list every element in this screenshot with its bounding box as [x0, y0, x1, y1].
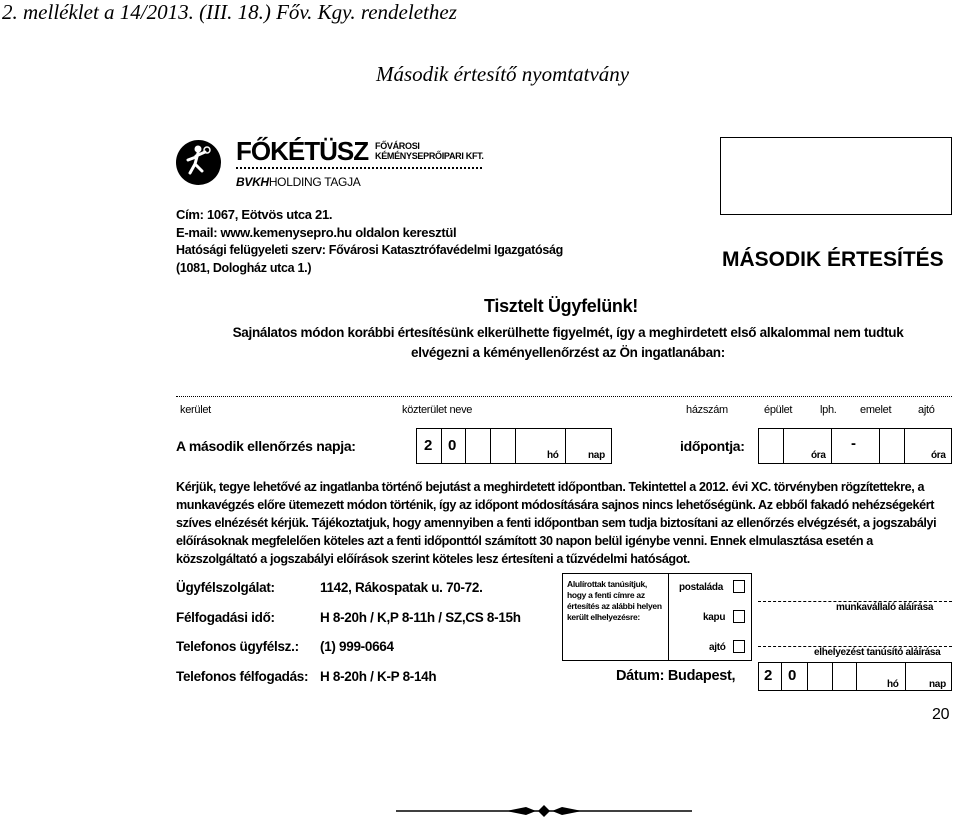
- time-grid: [758, 428, 952, 464]
- document-subtitle: Második értesítő nyomtatvány: [376, 62, 630, 86]
- placement-box: [562, 573, 752, 661]
- worker-signature-label: munkavállaló aláírása: [836, 602, 934, 613]
- placement-text: Alulírottak tanúsítjuk, hogy a fenti címre az értesítés az alábbi helyen került elhelyezésre:: [567, 579, 662, 622]
- hour-label-2: óra: [931, 450, 946, 461]
- phone-value: (1) 999-0664: [320, 639, 394, 654]
- field-ajto: ajtó: [918, 404, 935, 416]
- time-cell-divider: [879, 429, 880, 463]
- option-ajto: ajtó: [709, 642, 726, 653]
- field-emelet: emelet: [860, 404, 892, 416]
- option-postalada: postaláda: [679, 582, 723, 593]
- sig-day-label: nap: [929, 679, 946, 690]
- phone-reception-label: Telefonos félfogadás:: [176, 669, 309, 684]
- company-subtitle: [375, 141, 484, 161]
- phone-label: Telefonos ügyfélsz.:: [176, 639, 299, 654]
- date-cell-divider: [515, 429, 516, 463]
- sig-date-cell-divider: [781, 663, 782, 690]
- authority: Hatósági felügyeleti szerv: Fővárosi Katasztrófavédelmi Igazgatóság: [176, 243, 563, 257]
- holding-line: [236, 175, 361, 189]
- company-email: E-mail: www.kemenysepro.hu oldalon keresztül: [176, 225, 457, 240]
- date-grid: [416, 428, 612, 464]
- time-cell-divider: [831, 429, 832, 463]
- checkbox-ajto[interactable]: [733, 640, 745, 653]
- date-cell-divider: [490, 429, 491, 463]
- document-header: 2. melléklet a 14/2013. (III. 18.) Főv. Kgy. rendelethez: [2, 0, 457, 24]
- signature-date-grid: [758, 662, 952, 691]
- time-cell-divider: [904, 429, 905, 463]
- holding-text: HOLDING TAGJA: [268, 175, 361, 189]
- witness-signature-label: elhelyezést tanúsító aláírása: [814, 647, 941, 658]
- sig-date-cell-divider: [807, 663, 808, 690]
- date-label: A második ellenőrzés napja:: [176, 438, 356, 454]
- sig-date-digit-1: 2: [764, 667, 773, 684]
- chimney-sweep-logo-icon: [176, 140, 221, 185]
- sig-month-label: hó: [887, 679, 899, 690]
- sig-date-cell-divider: [832, 663, 833, 690]
- notice-paragraph: Kérjük, tegye lehetővé az ingatlanba történő bejutást a meghirdetett időpontban. Tekintettel a 2012. évi XC. törvényben rögzítettekre, a munkavégzés előre ütemezett módon történik, így az időpont módosítására sajnos nincs lehetőségünk. Az ebből fakadó nehézségekért szíves elnézését kérjük. Tájékoztatjuk, hogy amennyiben a fenti időpontban sem tudja biztosítani az ellenőrzés elvégzését, a jogszabályi előírásoknak megfelelően köteles azt a fenti időponttól számított 30 napon belül igénybe venni. Ennek elmulasztása esetén a közszolgáltató a jogszabályi előírások szerint köteles lesz értesíteni a tűzvédelmi hatóságot.: [176, 480, 937, 566]
- date-cell-divider: [565, 429, 566, 463]
- customer-service-label: Ügyfélszolgálat:: [176, 580, 275, 595]
- greeting: Tisztelt Ügyfelünk!: [484, 296, 638, 316]
- placement-divider: [668, 574, 669, 660]
- company-address: Cím: 1067, Eötvös utca 21.: [176, 207, 333, 222]
- field-epulet: épület: [764, 404, 793, 416]
- time-cell-divider: [783, 429, 784, 463]
- company-sub-line2: KÉMÉNYSEPRŐIPARI KFT.: [375, 151, 484, 161]
- address-line: [176, 396, 952, 397]
- field-kozterulet: közterület neve: [402, 404, 473, 416]
- checkbox-kapu[interactable]: [733, 610, 745, 623]
- authority-address: (1081, Dologház utca 1.): [176, 261, 312, 275]
- checkbox-postalada[interactable]: [733, 580, 745, 593]
- date-place-label: Dátum: Budapest,: [616, 668, 736, 684]
- date-cell-divider: [465, 429, 466, 463]
- field-kerulet: kerület: [180, 404, 211, 416]
- company-sub-line1: FŐVÁROSI: [375, 141, 420, 151]
- time-dash: -: [851, 435, 856, 452]
- date-digit-1: 2: [424, 437, 433, 454]
- hour-label-1: óra: [811, 450, 826, 461]
- sig-date-cell-divider: [856, 663, 857, 690]
- day-label: nap: [588, 450, 605, 461]
- recipient-box: [720, 137, 952, 215]
- month-label: hó: [547, 450, 559, 461]
- field-hazszam: házszám: [686, 404, 728, 416]
- form-title: MÁSODIK ÉRTESÍTÉS: [722, 248, 944, 271]
- sig-date-cell-divider: [905, 663, 906, 690]
- customer-service-value: 1142, Rákospatak u. 70-72.: [320, 580, 483, 595]
- intro-text: Sajnálatos módon korábbi értesítésünk elkerülhette figyelmét, így a meghirdetett első alkalommal nem tudtuk elvégezni a kéményellenőrzést az Ön ingatlanában:: [232, 325, 904, 360]
- logo-divider: [236, 167, 482, 169]
- option-kapu: kapu: [703, 612, 726, 623]
- phone-reception-value: H 8-20h / K-P 8-14h: [320, 669, 437, 684]
- time-label: időpontja:: [680, 438, 745, 454]
- holding-logo: BVKH: [236, 175, 269, 189]
- date-cell-divider: [441, 429, 442, 463]
- reception-label: Félfogadási idő:: [176, 610, 275, 625]
- decorative-divider-icon: [396, 804, 692, 823]
- reception-value: H 8-20h / K,P 8-11h / SZ,CS 8-15h: [320, 610, 521, 625]
- date-digit-2: 0: [448, 437, 457, 454]
- page-number: 20: [932, 706, 950, 723]
- field-lph: lph.: [820, 404, 837, 416]
- sig-date-digit-2: 0: [788, 667, 797, 684]
- company-name: FŐKÉTÜSZ: [236, 136, 369, 166]
